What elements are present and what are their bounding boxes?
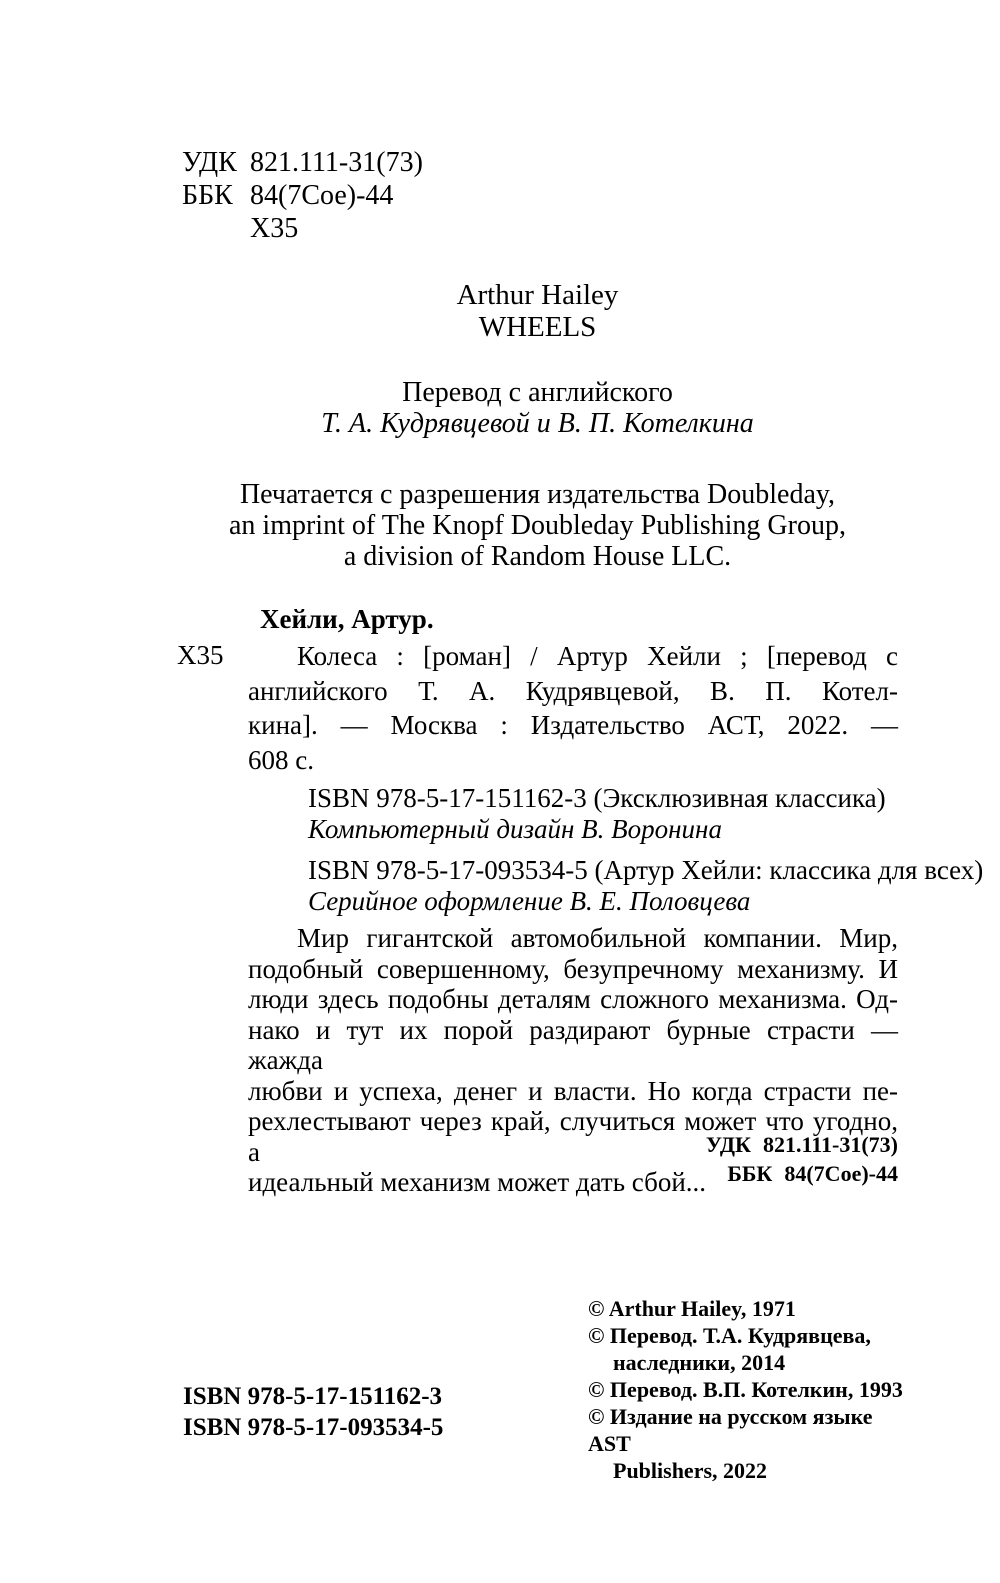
copyright-line: © Перевод. В.П. Котелкин, 1993: [588, 1377, 903, 1402]
design-credit: Компьютерный дизайн В. Воронина: [308, 814, 722, 844]
isbn-series-block: [308, 855, 983, 917]
isbn-line: ISBN 978-5-17-151162-3 (Эксклюзивная классика): [308, 783, 886, 813]
udk-label: УДК: [182, 147, 237, 178]
annotation-line: идеальный механизм может дать сбой...: [248, 1167, 707, 1197]
annotation-line: подобный совершенному, безупречному механизму. И: [248, 953, 898, 984]
rights-line: a division of Random House LLC.: [343, 541, 732, 572]
bbk-label: ББК: [182, 180, 233, 211]
copyright-block: [588, 1295, 918, 1484]
bottom-isbn-block: [183, 1381, 443, 1443]
catalog-line: 608 с.: [248, 744, 314, 775]
annotation-line: люди здесь подобны деталям сложного механизма. Од-: [248, 984, 898, 1014]
udk-value: 821.111-31(73): [762, 1132, 898, 1157]
original-title: WHEELS: [478, 311, 597, 343]
isbn-line: ISBN 978-5-17-151162-3: [183, 1383, 443, 1410]
isbn-line: ISBN 978-5-17-093534-5: [183, 1414, 444, 1441]
copyright-line-continuation: наследники, 2014: [613, 1350, 786, 1375]
udk-label: УДК: [705, 1132, 751, 1157]
udk-code-row: [706, 1130, 898, 1159]
rights-line: an imprint of The Knopf Doubleday Publishing Group,: [229, 510, 846, 541]
catalog-author-sign: Х35: [177, 640, 224, 670]
annotation-line: рехлестывают через край, случиться может что угодно, а: [248, 1106, 898, 1167]
catalog-card-description: [248, 639, 898, 777]
bottom-classification-codes: [706, 1130, 898, 1188]
original-title-block: [177, 279, 898, 343]
rights-statement: [177, 479, 898, 572]
bbk-code-row: [182, 179, 423, 212]
design-credit: Серийное оформление В. Е. Половцева: [308, 886, 751, 916]
author-sign: Х35: [250, 213, 299, 244]
top-classification-codes: [182, 146, 423, 245]
translation-block: [177, 377, 898, 439]
copyright-line: © Arthur Hailey, 1971: [588, 1296, 796, 1321]
udk-value: 821.111-31(73): [250, 147, 423, 178]
copyright-line: © Издание на русском языке AST: [588, 1404, 873, 1456]
annotation-line: Мир гигантской автомобильной компании. Мир,: [297, 923, 898, 953]
copyright-line: © Перевод. Т.А. Кудрявцева,: [588, 1323, 871, 1348]
bbk-label: ББК: [727, 1161, 773, 1186]
isbn-line: ISBN 978-5-17-093534-5 (Артур Хейли: классика для всех): [308, 855, 984, 885]
rights-line: Печатается с разрешения издательства Doubleday,: [239, 479, 836, 510]
bbk-code-row: [706, 1159, 898, 1188]
catalog-line: английского Т. А. Кудрявцевой, В. П. Котел-: [248, 675, 898, 706]
catalog-line: кина]. — Москва : Издательство АСТ, 2022. —: [248, 710, 898, 740]
catalog-card-heading: Хейли, Артур.: [260, 604, 434, 634]
isbn-series-block: [308, 783, 886, 845]
original-author: Arthur Hailey: [456, 279, 619, 311]
translators-names: Т. А. Кудрявцевой и В. П. Котелкина: [321, 408, 754, 439]
udk-code-row: [182, 146, 423, 179]
copyright-line-continuation: Publishers, 2022: [613, 1458, 768, 1483]
catalog-line: Колеса : [роман] / Артур Хейли ; [перевод с: [297, 641, 898, 671]
bbk-value: 84(7Сое)-44: [250, 180, 394, 211]
annotation-line: любви и успеха, денег и власти. Но когда страсти пе-: [248, 1075, 898, 1106]
translation-heading: Перевод с английского: [402, 377, 673, 408]
annotation-line: нако и тут их порой раздирают бурные страсти — жажда: [248, 1014, 898, 1075]
bbk-value: 84(7Сое)-44: [784, 1161, 898, 1186]
